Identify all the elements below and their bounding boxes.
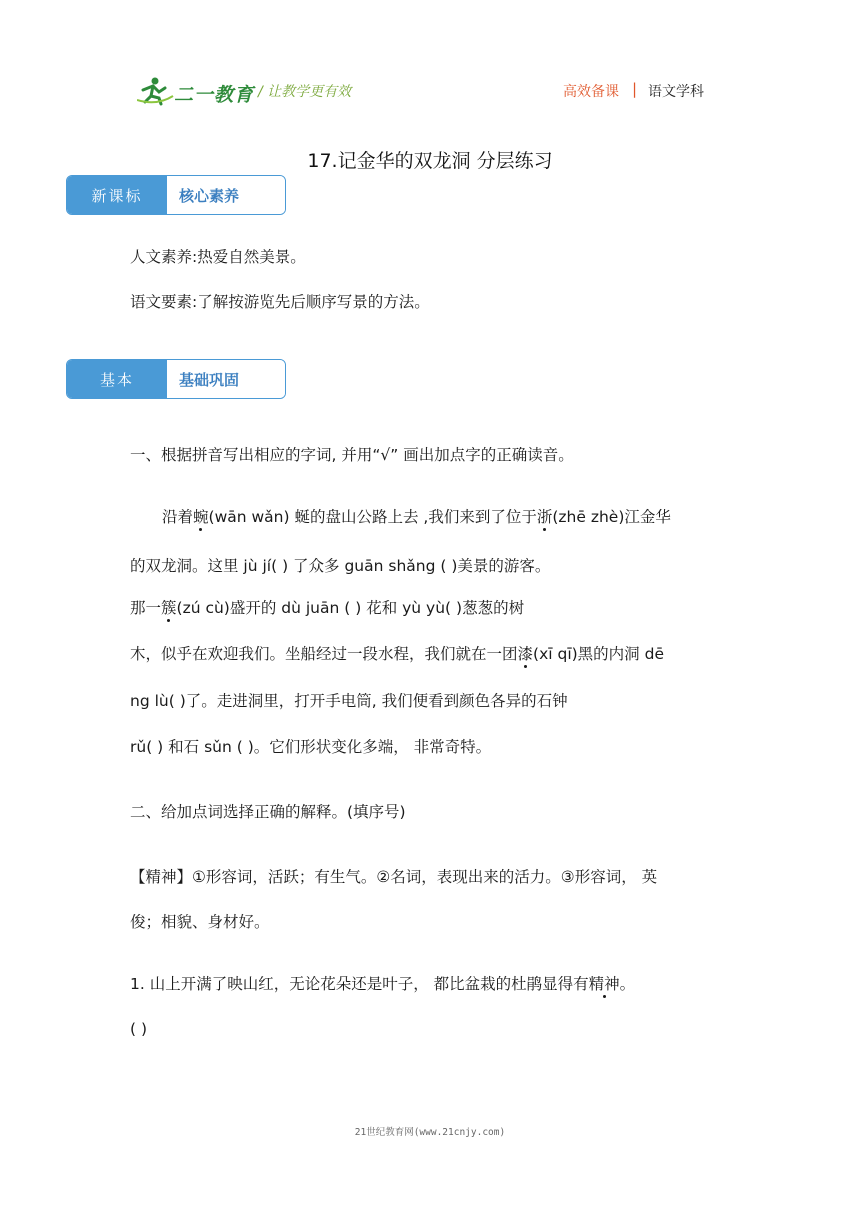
text-segment: 木，似乎在欢迎我们。坐船经过一段水程，我们就在一团: [130, 645, 518, 663]
text-segment: 1. 山上开满了映山红，无论花朵还是叶子， 都比盆栽的杜鹃显得有: [130, 975, 589, 993]
dotted-char: 漆: [517, 645, 534, 663]
literacy-line-language: 语文要素:了解按游览先后顺序写景的方法。: [130, 293, 430, 311]
text-segment: (wān wǎn) 蜒的盘山公路上去 ,我们来到了位于: [208, 508, 537, 526]
header-label-prep: 高效备课: [563, 84, 619, 100]
tag-right-label: 基础巩固: [167, 360, 285, 398]
text-segment: 那一: [130, 599, 162, 617]
question-1-line-2: 的双龙洞。这里 jù jí( ) 了众多 guān shǎng ( )美景的游客。: [130, 557, 551, 575]
question-1-heading: 一、根据拼音写出相应的字词, 并用“√” 画出加点字的正确读音。: [130, 446, 574, 464]
tag-right-label: 核心素养: [167, 176, 285, 214]
slogan: / 让教学更有效: [258, 84, 352, 100]
question-1-line-3: [130, 596, 524, 618]
text-segment: 。: [619, 975, 636, 993]
section-tag-core-literacy: [66, 175, 286, 215]
question-2-heading: 二、给加点词选择正确的解释。(填序号): [130, 803, 406, 821]
dotted-char: 浙: [536, 508, 553, 526]
footer-source: 21世纪教育网(www.21cnjy.com): [354, 1127, 506, 1138]
question-1-line-5: ng lù( )了。走进洞里，打开手电筒, 我们便看到颜色各异的石钟: [130, 692, 568, 710]
question-2-item-1: [130, 972, 635, 994]
page-title: 17.记金华的双龙洞 分层练习: [307, 150, 553, 172]
answer-blank: ( ): [130, 1020, 148, 1038]
literacy-line-humanities: 人文素养:热爱自然美景。: [130, 248, 306, 266]
text-segment: (xī qī)黑的内洞 dē: [533, 645, 664, 663]
text-segment: (zhē zhè)江金华: [552, 508, 671, 526]
text-segment: 沿着: [162, 508, 194, 526]
section-tag-basics: [66, 359, 286, 399]
dotted-word: 精神: [588, 975, 620, 993]
logo-text: 二一教育: [174, 84, 255, 106]
question-1-line-1: [162, 505, 671, 527]
question-1-line-4: [130, 642, 664, 664]
tag-left-label: 新课标: [67, 176, 167, 214]
text-segment: (zú cù)盛开的 dù juān ( ) 花和 yù yù( )葱葱的树: [176, 599, 525, 617]
dotted-char: 簇: [161, 599, 177, 617]
question-1-line-6: rǔ( ) 和石 sǔn ( )。它们形状变化多端， 非常奇特。: [130, 738, 492, 756]
header-label-subject: 语文学科: [648, 84, 704, 100]
definition-line-2: 俊；相貌、身材好。: [130, 913, 270, 931]
header-separator: |: [632, 80, 638, 98]
definition-line-1: 【精神】①形容词，活跃；有生气。②名词，表现出来的活力。③形容词， 英: [130, 868, 658, 886]
tag-left-label: 基本: [67, 360, 167, 398]
dotted-char: 蜿: [193, 508, 209, 526]
